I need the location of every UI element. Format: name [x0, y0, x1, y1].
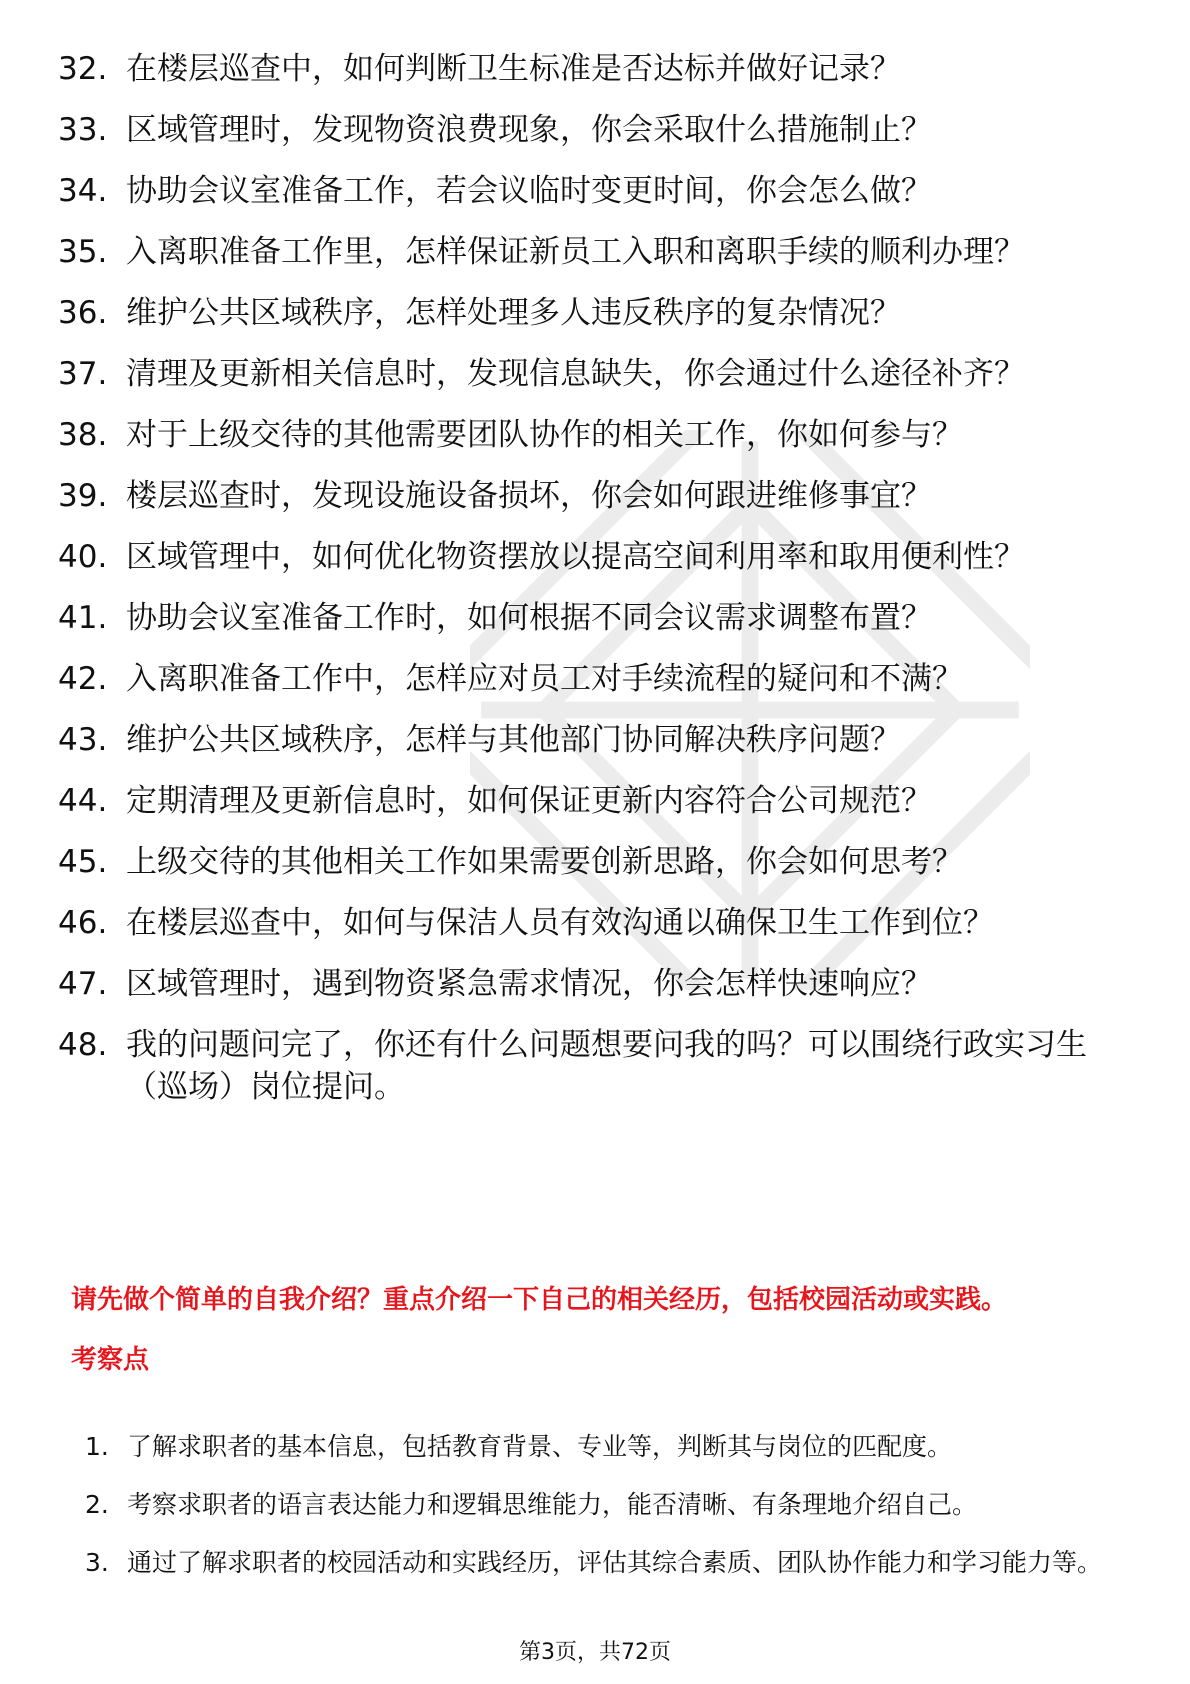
evaluation-point-text: 了解求职者的基本信息，包括教育背景、专业等，判断其与岗位的匹配度。	[127, 1432, 953, 1461]
question-item-number: 38.	[58, 417, 108, 453]
question-item-number: 36.	[58, 295, 108, 331]
question-item-number: 37.	[58, 356, 108, 392]
question-item-number: 32.	[58, 51, 108, 87]
evaluation-point	[85, 1534, 1125, 1592]
evaluation-point-number: 2.	[85, 1490, 109, 1519]
question-item	[58, 780, 1118, 822]
question-item-number: 33.	[58, 112, 108, 148]
evaluation-point-text: 考察求职者的语言表达能力和逻辑思维能力，能否清晰、有条理地介绍自己。	[127, 1490, 978, 1519]
question-item-text: 区域管理时，发现物资浪费现象，你会采取什么措施制止？	[126, 112, 932, 148]
question-item-text: 协助会议室准备工作时，如何根据不同会议需求调整布置？	[126, 600, 932, 636]
question-item	[58, 597, 1118, 639]
question-item-number: 47.	[58, 966, 108, 1002]
question-item	[58, 109, 1118, 151]
evaluation-point	[85, 1418, 1125, 1476]
question-item	[58, 48, 1118, 90]
question-item-text: 清理及更新相关信息时，发现信息缺失，你会通过什么途径补齐？	[126, 356, 1025, 392]
evaluation-point-text: 通过了解求职者的校园活动和实践经历，评估其综合素质、团队协作能力和学习能力等。	[127, 1548, 1103, 1577]
question-item-text: 维护公共区域秩序，怎样处理多人违反秩序的复杂情况？	[126, 295, 901, 331]
question-item-text: 对于上级交待的其他需要团队协作的相关工作，你如何参与？	[126, 417, 963, 453]
evaluation-point	[85, 1476, 1125, 1534]
question-item	[58, 841, 1118, 883]
question-item	[58, 658, 1118, 700]
question-item-number: 48.	[58, 1027, 108, 1063]
question-item	[58, 719, 1118, 761]
question-item-number: 34.	[58, 173, 108, 209]
question-item-number: 45.	[58, 844, 108, 880]
question-item	[58, 414, 1118, 456]
question-item-number: 41.	[58, 600, 108, 636]
question-item-text: 在楼层巡查中，如何判断卫生标准是否达标并做好记录？	[126, 51, 901, 87]
question-item	[58, 170, 1118, 212]
question-item-text: 上级交待的其他相关工作如果需要创新思路，你会如何思考？	[126, 844, 963, 880]
question-item-text: 维护公共区域秩序，怎样与其他部门协同解决秩序问题？	[126, 722, 901, 758]
question-list	[58, 48, 1118, 1127]
question-item-number: 42.	[58, 661, 108, 697]
question-item-text: 区域管理时，遇到物资紧急需求情况，你会怎样快速响应？	[126, 966, 932, 1002]
section-title: 考察点	[71, 1345, 150, 1375]
question-item	[58, 231, 1118, 273]
question-item-text: 协助会议室准备工作，若会议临时变更时间，你会怎么做？	[126, 173, 932, 209]
question-item-number: 35.	[58, 234, 108, 270]
question-item-text: 入离职准备工作里，怎样保证新员工入职和离职手续的顺利办理？	[126, 234, 1025, 270]
page-footer: 第3页，共72页	[519, 1640, 671, 1665]
evaluation-points	[85, 1418, 1125, 1592]
question-item-text: 我的问题问完了，你还有什么问题想要问我的吗？可以围绕行政实习生（巡场）岗位提问。	[126, 1027, 1087, 1105]
evaluation-point-number: 1.	[85, 1432, 109, 1461]
question-item-number: 39.	[58, 478, 108, 514]
question-item-number: 43.	[58, 722, 108, 758]
question-item-text: 区域管理中，如何优化物资摆放以提高空间利用率和取用便利性？	[126, 539, 1025, 575]
question-item	[58, 1024, 1118, 1108]
question-item-number: 44.	[58, 783, 108, 819]
self-intro-prompt: 请先做个简单的自我介绍？重点介绍一下自己的相关经历，包括校园活动或实践。	[71, 1285, 1008, 1315]
question-item	[58, 292, 1118, 334]
question-item-text: 定期清理及更新信息时，如何保证更新内容符合公司规范？	[126, 783, 932, 819]
question-item-text: 楼层巡查时，发现设施设备损坏，你会如何跟进维修事宜？	[126, 478, 932, 514]
question-item	[58, 475, 1118, 517]
question-item-number: 46.	[58, 905, 108, 941]
question-item	[58, 353, 1118, 395]
question-item	[58, 536, 1118, 578]
evaluation-point-number: 3.	[85, 1548, 109, 1577]
question-item	[58, 963, 1118, 1005]
question-item-text: 入离职准备工作中，怎样应对员工对手续流程的疑问和不满？	[126, 661, 963, 697]
question-item-text: 在楼层巡查中，如何与保洁人员有效沟通以确保卫生工作到位？	[126, 905, 994, 941]
question-item	[58, 902, 1118, 944]
question-item-number: 40.	[58, 539, 108, 575]
